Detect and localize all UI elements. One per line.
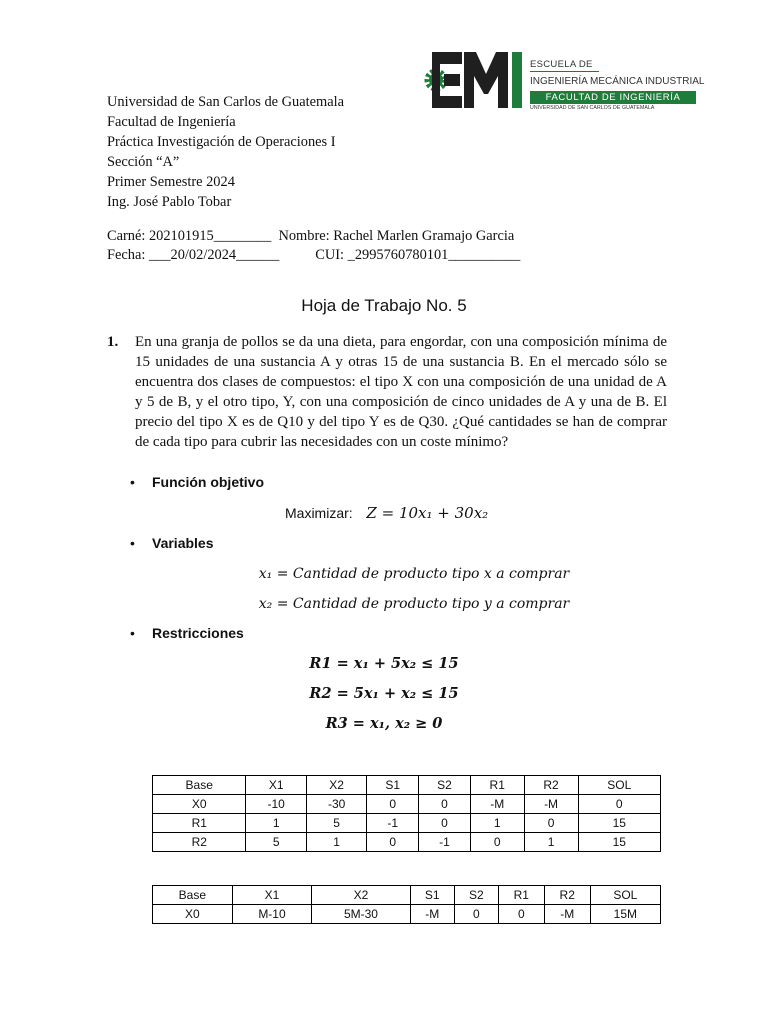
table-cell: 5 [246,833,306,852]
table-cell: -10 [246,795,306,814]
table-cell: 1 [246,814,306,833]
table-cell: 0 [470,833,524,852]
table-row [153,833,661,852]
table-row [153,814,661,833]
table-header-cell: R1 [498,886,544,905]
section-name: Sección “A” [107,154,180,170]
constraints-label: Restricciones [152,625,244,641]
variable-x1: x₁ = Cantidad de producto tipo x a comprar [258,566,570,582]
fecha-cui-line: Fecha: ___20/02/2024______ CUI: _2995760780101__________ [107,247,521,263]
table-header-cell: X1 [246,776,306,795]
table-cell: 1 [306,833,366,852]
table-header-cell: S2 [419,776,471,795]
table-row [153,905,661,924]
logo-text [530,54,710,111]
table-header-cell: SOL [590,886,660,905]
table-cell: 15 [578,833,661,852]
table-cell: -1 [367,814,419,833]
logo-university: UNIVERSIDAD DE SAN CARLOS DE GUATEMALA [530,105,655,111]
table-cell: -M [524,795,578,814]
table-cell: -30 [306,795,366,814]
table-cell: 15 [578,814,661,833]
table-header-cell: X1 [232,886,312,905]
document-header [107,92,344,212]
table-cell: R1 [153,814,246,833]
table-cell: 0 [524,814,578,833]
bullet-icon: • [130,474,135,490]
university-name: Universidad de San Carlos de Guatemala [107,94,344,110]
table-cell: -M [544,905,590,924]
carne-name-line: Carné: 202101915________ Nombre: Rachel Marlen Gramajo Garcia [107,228,515,244]
table-cell: 0 [367,795,419,814]
table-cell: 0 [419,795,471,814]
table-header-cell: R2 [524,776,578,795]
problem-text: En una granja de pollos se da una dieta, para engordar, con una composición mínima de 15 unidades de una sustancia A y otras 15 de una sustancia B. En el mercado sólo se encuentra dos clases de compuestos: el tipo X con una composición de una unidad de A y 5 de B, y el otro tipo, Y, con una composición de cinco unidades de A y una de B. El precio del tipo X es de Q10 y del tipo Y es de Q30. ¿Qué cantidades se han de comprar de cada tipo para cubrir las necesidades con un coste mínimo? [135,334,667,450]
table-header-cell: X2 [306,776,366,795]
table-cell: 1 [470,814,524,833]
objective-function [285,504,488,523]
constraint-row [0,715,768,733]
variable-definition [0,566,768,583]
constraint-row [0,685,768,703]
table-header-cell: X2 [312,886,410,905]
table-header-row [153,886,661,905]
logo-school-label: ESCUELA DE [530,59,599,72]
table-cell: 0 [419,814,471,833]
table-header-cell: S1 [367,776,419,795]
faculty-name: Facultad de Ingeniería [107,114,236,130]
table-cell: 0 [578,795,661,814]
table-cell: X0 [153,905,233,924]
objective-keyword: Maximizar: [285,505,353,521]
table-header-cell: R2 [544,886,590,905]
table-cell: 0 [367,833,419,852]
logo-school-name: INGENIERÍA MECÁNICA INDUSTRIAL [530,76,705,87]
page-title: Hoja de Trabajo No. 5 [301,296,467,315]
constraint-row [0,655,768,673]
variables-label: Variables [152,535,214,551]
instructor: Ing. José Pablo Tobar [107,194,232,210]
constraint-r1: R1 = x₁ + 5x₂ ≤ 15 [309,655,459,672]
table-cell: R2 [153,833,246,852]
table-cell: 0 [498,905,544,924]
table-header-cell: R1 [470,776,524,795]
variable-x2: x₂ = Cantidad de producto tipo y a comprar [258,596,570,612]
constraint-r2: R2 = 5x₁ + x₂ ≤ 15 [309,685,459,702]
objective-expression: Z = 10x₁ + 30x₂ [366,504,489,522]
simplex-table-initial [152,775,661,852]
table-cell: M-10 [232,905,312,924]
table-cell: 0 [454,905,498,924]
table-cell: 5 [306,814,366,833]
bullet-icon: • [130,535,135,551]
simplex-table-adjusted [152,885,661,924]
table-cell: X0 [153,795,246,814]
emi-logo [424,48,714,114]
table-cell: -M [410,905,454,924]
table-cell: 1 [524,833,578,852]
semester: Primer Semestre 2024 [107,174,235,190]
table-cell: 15M [590,905,660,924]
objective-label: Función objetivo [152,474,264,490]
table-header-cell: Base [153,886,233,905]
table-cell: 5M-30 [312,905,410,924]
problem-number: 1. [107,334,119,350]
table-header-cell: SOL [578,776,661,795]
table-header-cell: Base [153,776,246,795]
course-name: Práctica Investigación de Operaciones I [107,134,336,150]
table-header-cell: S1 [410,886,454,905]
variable-definition [0,596,768,613]
table-header-cell: S2 [454,886,498,905]
table-cell: -M [470,795,524,814]
table-cell: -1 [419,833,471,852]
logo-faculty-band: FACULTAD DE INGENIERÍA [530,91,696,104]
bullet-icon: • [130,625,135,641]
table-header-row [153,776,661,795]
table-row [153,795,661,814]
constraint-r3: R3 = x₁, x₂ ≥ 0 [325,715,443,732]
emi-logo-mark [424,48,524,112]
